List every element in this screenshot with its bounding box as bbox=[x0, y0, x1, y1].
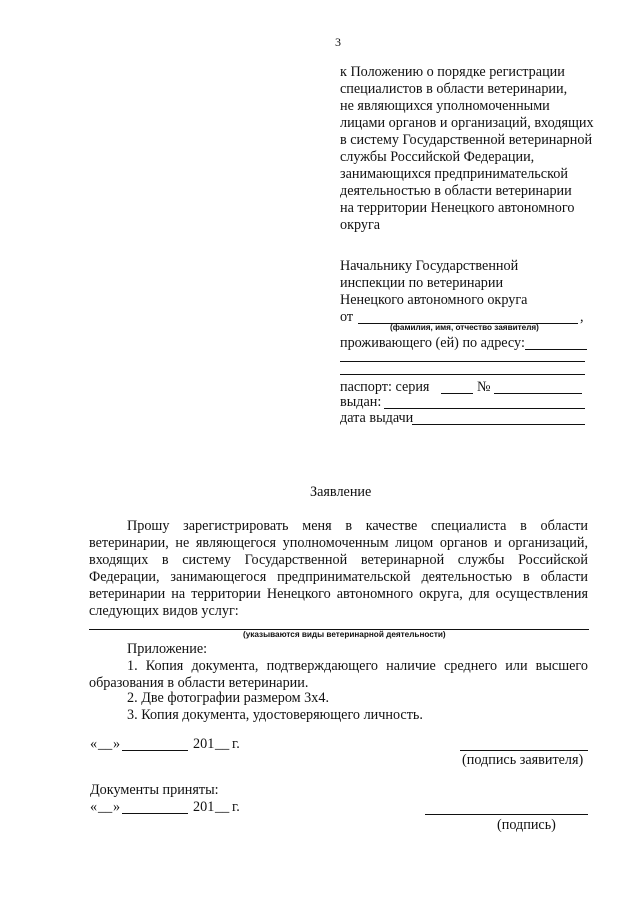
annex-line: занимающихся предпринимательской bbox=[340, 166, 568, 182]
year-field[interactable]: __ bbox=[215, 799, 230, 815]
month-field[interactable] bbox=[122, 813, 188, 814]
addressee-line: Начальнику Государственной bbox=[340, 258, 519, 274]
services-hint: (указываются виды ветеринарной деятельности) bbox=[243, 630, 446, 639]
annex-line: на территории Ненецкого автономного bbox=[340, 200, 575, 216]
address-field[interactable] bbox=[525, 349, 587, 350]
passport-series-field[interactable] bbox=[441, 393, 473, 394]
issued-field[interactable] bbox=[384, 408, 585, 409]
annex-line: в систему Государственной ветеринарной bbox=[340, 132, 593, 148]
body-line: Прошу зарегистрировать меня в качестве специалиста в области bbox=[127, 518, 588, 534]
date-close-quote: » bbox=[113, 799, 121, 815]
accepted-label: Документы приняты: bbox=[90, 782, 219, 798]
body-line: Федерации, занимающегося предпринимательской деятельностью в области bbox=[89, 569, 588, 585]
body-line: следующих видов услуг: bbox=[89, 603, 239, 619]
passport-number-field[interactable] bbox=[494, 393, 582, 394]
applicant-signature-hint: (подпись заявителя) bbox=[462, 752, 584, 768]
date-open-quote: « bbox=[90, 736, 98, 752]
year-prefix: 201 bbox=[193, 799, 215, 815]
addressee-line: инспекции по ветеринарии bbox=[340, 275, 504, 291]
attachments-heading: Приложение: bbox=[127, 641, 208, 657]
page-number: 3 bbox=[335, 35, 341, 49]
address-field-line2[interactable] bbox=[340, 361, 585, 362]
attachment-item-3: 3. Копия документа, удостоверяющего личность. bbox=[127, 707, 423, 723]
addressee-line: Ненецкого автономного округа bbox=[340, 292, 528, 308]
issue-date-label: дата выдачи bbox=[340, 410, 414, 426]
annex-line: округа bbox=[340, 217, 381, 233]
body-line: ветеринарии на территории Ненецкого автономного округа, для осуществления bbox=[89, 586, 588, 602]
annex-line: лицами органов и организаций, входящих bbox=[340, 115, 594, 131]
passport-number-label: № bbox=[477, 379, 491, 395]
day-field[interactable]: __ bbox=[98, 799, 113, 815]
year-suffix: г. bbox=[232, 736, 240, 752]
signature-field[interactable] bbox=[425, 814, 588, 815]
annex-line: специалистов в области ветеринарии, bbox=[340, 81, 568, 97]
annex-line: службы Российской Федерации, bbox=[340, 149, 535, 165]
attachment-item-1: 1. Копия документа, подтверждающего наличие среднего или высшего bbox=[127, 658, 588, 674]
date-close-quote: » bbox=[113, 736, 121, 752]
from-label: от bbox=[340, 309, 354, 325]
passport-series-label: паспорт: серия bbox=[340, 379, 430, 395]
attachment-item-2: 2. Две фотографии размером 3х4. bbox=[127, 690, 330, 706]
from-hint: (фамилия, имя, отчество заявителя) bbox=[390, 323, 539, 332]
address-field-line3[interactable] bbox=[340, 374, 585, 375]
annex-line: деятельностью в области ветеринарии bbox=[340, 183, 572, 199]
document-title: Заявление bbox=[310, 484, 372, 500]
body-line: входящих в систему Государственной ветеринарной службы Российской bbox=[89, 552, 588, 568]
residing-label: проживающего (ей) по адресу: bbox=[340, 335, 525, 351]
month-field[interactable] bbox=[122, 750, 188, 751]
date-open-quote: « bbox=[90, 799, 98, 815]
issued-label: выдан: bbox=[340, 394, 382, 410]
annex-line: не являющихся уполномоченными bbox=[340, 98, 550, 114]
from-comma: , bbox=[580, 309, 584, 325]
year-field[interactable]: __ bbox=[215, 736, 230, 752]
attachment-item-1-cont: образования в области ветеринарии. bbox=[89, 675, 309, 691]
day-field[interactable]: __ bbox=[98, 736, 113, 752]
year-suffix: г. bbox=[232, 799, 240, 815]
issue-date-field[interactable] bbox=[412, 424, 585, 425]
applicant-signature-field[interactable] bbox=[460, 750, 588, 751]
year-prefix: 201 bbox=[193, 736, 215, 752]
annex-line: к Положению о порядке регистрации bbox=[340, 64, 565, 80]
body-line: ветеринарии, не являющегося уполномоченным лицом органов и организаций, bbox=[89, 535, 588, 551]
signature-hint: (подпись) bbox=[497, 817, 556, 833]
